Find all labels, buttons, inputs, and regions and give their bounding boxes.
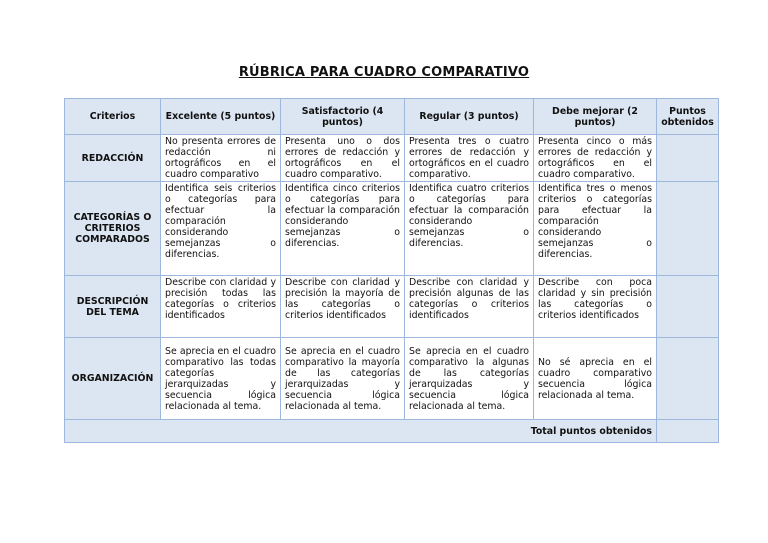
points-cell[interactable] [657, 276, 719, 338]
cell-regular: Presenta tres o cuatro errores de redacción y ortográficos en el cuadro comparativo. [405, 135, 534, 182]
cell-debe-mejorar: No sé aprecia en el cuadro comparativo secuencia lógica relacionada al tema. [534, 338, 657, 420]
header-regular: Regular (3 puntos) [405, 99, 534, 135]
criterion-organizacion: ORGANIZACIÓN [65, 338, 161, 420]
cell-regular: Identifica cuatro criterios o categorías para efectuar la comparación considerando semejanzas o diferencias. [405, 182, 534, 276]
cell-debe-mejorar: Identifica tres o menos criterios o categorías para efectuar la comparación considerando semejanzas o diferencias. [534, 182, 657, 276]
cell-excelente: Identifica seis criterios o categorías para efectuar la comparación considerando semejanzas o diferencias. [161, 182, 281, 276]
header-satisfactorio: Satisfactorio (4 puntos) [281, 99, 405, 135]
document-title: RÚBRICA PARA CUADRO COMPARATIVO [238, 65, 530, 80]
cell-excelente: Describe con claridad y precisión todas las categorías o criterios identificados [161, 276, 281, 338]
table-row [65, 182, 719, 276]
total-points-cell[interactable] [657, 420, 719, 443]
header-excelente: Excelente (5 puntos) [161, 99, 281, 135]
criterion-categorias: CATEGORÍAS O CRITERIOS COMPARADOS [65, 182, 161, 276]
cell-satisfactorio: Identifica cinco criterios o categorías para efectuar la comparación considerando semejanzas o diferencias. [281, 182, 405, 276]
points-cell[interactable] [657, 182, 719, 276]
points-cell[interactable] [657, 135, 719, 182]
header-criterios: Criterios [65, 99, 161, 135]
cell-regular: Se aprecia en el cuadro comparativo la algunas de las categorías jerarquizadas y secuencia lógica relacionada al tema. [405, 338, 534, 420]
rubric-table [64, 98, 719, 443]
cell-debe-mejorar: Presenta cinco o más errores de redacción y ortográficos en el cuadro comparativo. [534, 135, 657, 182]
table-row [65, 338, 719, 420]
criterion-redaccion: REDACCIÓN [65, 135, 161, 182]
cell-satisfactorio: Presenta uno o dos errores de redacción y ortográficos en el cuadro comparativo. [281, 135, 405, 182]
total-label: Total puntos obtenidos [65, 420, 657, 443]
points-cell[interactable] [657, 338, 719, 420]
criterion-descripcion: DESCRIPCIÓN DEL TEMA [65, 276, 161, 338]
cell-regular: Describe con claridad y precisión algunas de las categorías o criterios identificados [405, 276, 534, 338]
cell-excelente: No presenta errores de redacción ni ortográficos en el cuadro comparativo [161, 135, 281, 182]
table-row [65, 135, 719, 182]
cell-excelente: Se aprecia en el cuadro comparativo las todas categorías jerarquizadas y secuencia lógica relacionada al tema. [161, 338, 281, 420]
header-puntos-obtenidos: Puntos obtenidos [657, 99, 719, 135]
table-row [65, 276, 719, 338]
cell-debe-mejorar: Describe con poca claridad y sin precisión las categorías o criterios identificados [534, 276, 657, 338]
cell-satisfactorio: Describe con claridad y precisión la mayoría de las categorías o criterios identificados [281, 276, 405, 338]
cell-satisfactorio: Se aprecia en el cuadro comparativo la mayoría de las categorías jerarquizadas y secuencia lógica relacionada al tema. [281, 338, 405, 420]
header-row [65, 99, 719, 135]
header-debe-mejorar: Debe mejorar (2 puntos) [534, 99, 657, 135]
total-row [65, 420, 719, 443]
